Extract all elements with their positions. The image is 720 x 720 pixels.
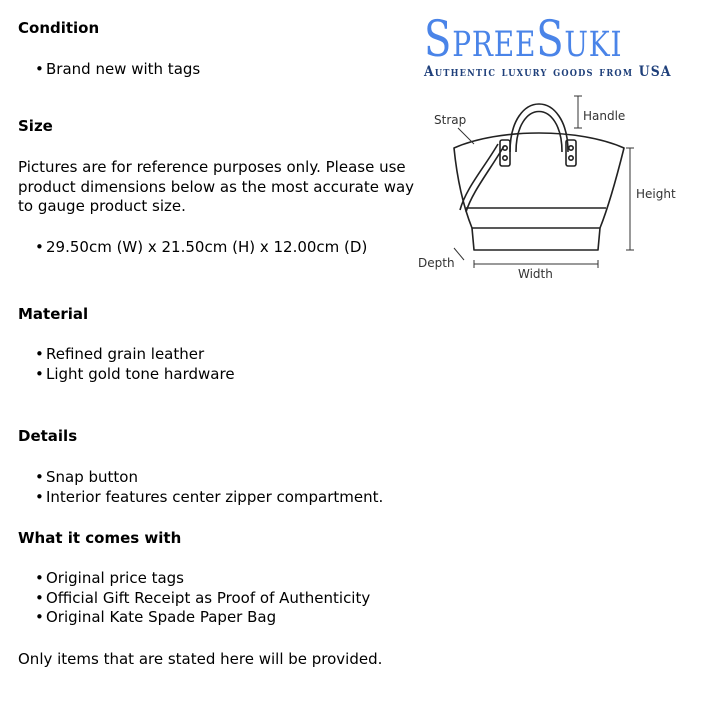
details-heading: Details xyxy=(18,427,78,445)
handle-label: Handle xyxy=(583,109,626,123)
logo-title: SpreeSuki xyxy=(424,10,623,68)
material-list xyxy=(46,345,235,384)
spreesuki-logo xyxy=(424,12,716,80)
depth-label: Depth xyxy=(418,256,455,270)
list-item: • 29.50cm (W) x 21.50cm (H) x 12.00cm (D) xyxy=(46,238,367,258)
list-item: • Refined grain leather xyxy=(46,345,235,365)
strap-label: Strap xyxy=(434,113,467,127)
list-item: • Interior features center zipper compartment. xyxy=(46,488,383,508)
condition-list xyxy=(46,60,200,80)
list-item: • Light gold tone hardware xyxy=(46,365,235,385)
list-item: • Brand new with tags xyxy=(46,60,200,80)
list-item: • Original Kate Spade Paper Bag xyxy=(46,608,370,628)
size-heading: Size xyxy=(18,117,53,135)
size-list xyxy=(46,238,367,258)
details-list xyxy=(46,468,383,507)
material-heading: Material xyxy=(18,305,89,323)
list-item: • Snap button xyxy=(46,468,383,488)
height-label: Height xyxy=(636,187,676,201)
comes-with-list xyxy=(46,569,370,628)
list-item: • Original price tags xyxy=(46,569,370,589)
bag-outline-icon xyxy=(414,88,714,288)
list-item: • Official Gift Receipt as Proof of Authenticity xyxy=(46,589,370,609)
comes-with-heading: What it comes with xyxy=(18,529,182,547)
bag-dimension-diagram xyxy=(414,88,714,288)
logo-tagline: Authentic luxury goods from USA xyxy=(424,64,672,80)
width-label: Width xyxy=(518,267,553,281)
condition-heading: Condition xyxy=(18,19,100,37)
size-paragraph: Pictures are for reference purposes only. Please use product dimensions below as the most accurate way to gauge product size. xyxy=(18,158,415,215)
footer-note: Only items that are stated here will be provided. xyxy=(18,650,383,668)
